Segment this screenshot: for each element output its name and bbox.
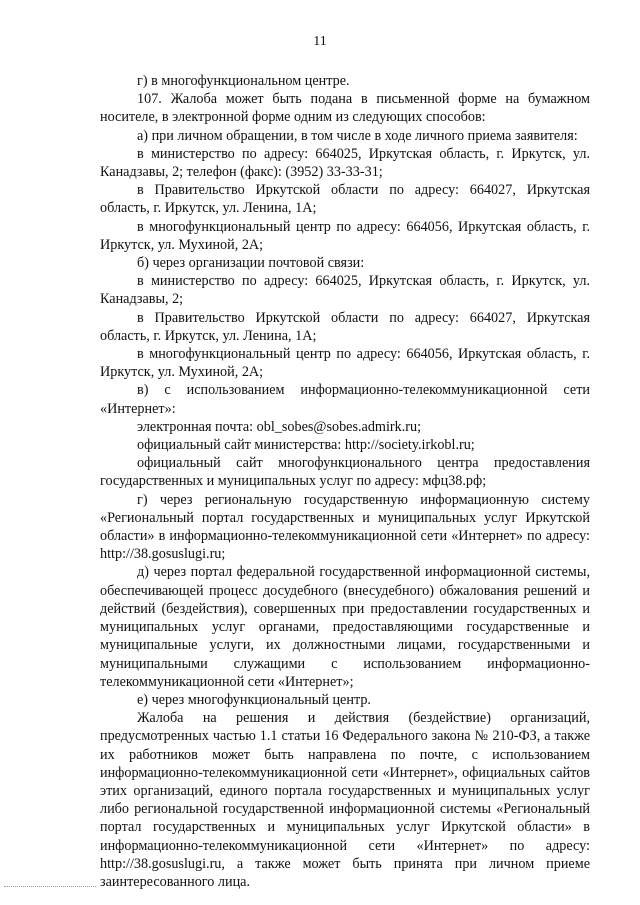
paragraph-mfc-post-address: в многофункциональный центр по адресу: 664056, Иркутская область, г. Иркутск, ул. Мухиной, 2А;: [100, 346, 590, 381]
paragraph-a-personal: а) при личном обращении, в том числе в ходе личного приема заявителя:: [137, 127, 578, 144]
paragraph-d-federal-portal: д) через портал федеральной государственной информационной системы, обеспечивающей процесс досудебного (внесудебного) обжалования решений и действий (бездействия), совершенных при предоставлении государственных и муниципальных услуг органами, предоставляющими государственные и муниципальные услуги, их должностными лицами, государственными и муниципальными служащими с использованием информационно-телекоммуникационной сети «Интернет»;: [100, 564, 590, 690]
document-body: [100, 72, 590, 891]
paragraph-107: 107. Жалоба может быть подана в письменной форме на бумажном носителе, в электронной форме одним из следующих способов:: [100, 91, 590, 126]
paragraph-v-internet: в) с использованием информационно-телекоммуникационной сети «Интернет»:: [100, 382, 590, 417]
page-number: 11: [313, 34, 327, 49]
paragraph-e-mfc: е) через многофункциональный центр.: [137, 691, 371, 708]
paragraph-ministry-address: в министерство по адресу: 664025, Иркутская область, г. Иркутск, ул. Канадзавы, 2; телефон (факс): (3952) 33-33-31;: [100, 145, 590, 181]
paragraph-email: электронная почта: obl_sobes@sobes.admirk.ru;: [137, 418, 422, 435]
paragraph-g-mfc: г) в многофункциональном центре.: [137, 73, 350, 89]
paragraph-mfc-address: в многофункциональный центр по адресу: 664056, Иркутская область, г. Иркутск, ул. Мухиной, 2А;: [100, 218, 590, 253]
paragraph-ministry-site: официальный сайт министерства: http://society.irkobl.ru;: [137, 437, 475, 454]
paragraph-g-regional-portal: г) через региональную государственную информационную систему «Региональный портал государственных и муниципальных услуг Иркутской области» в информационно-телекоммуникационной сети «Интернет» по адресу: http://38.gosuslugi.ru;: [100, 491, 590, 563]
footer-dotted-line: [4, 886, 96, 887]
paragraph-mfc-site: официальный сайт многофункционального центра предоставления государственных и муниципальных услуг по адресу: мфц38.рф;: [100, 455, 590, 490]
paragraph-b-post: б) через организации почтовой связи:: [137, 255, 365, 272]
paragraph-government-post-address: в Правительство Иркутской области по адресу: 664027, Иркутская область, г. Иркутск, ул. Ленина, 1А;: [100, 309, 590, 344]
paragraph-complaint-organizations: Жалоба на решения и действия (бездействие) организаций, предусмотренных частью 1.1 статьи 16 Федерального закона № 210-ФЗ, а также их работников может быть направлена по почте, с использованием информационно-телекоммуникационной сети «Интернет», официальных сайтов этих организаций, единого портала государственных и муниципальных услуг либо региональной государственной информационной системы «Региональный портал государственных и муниципальных услуг Иркутской области» в информационно-телекоммуникационной сети «Интернет» по адресу: http://38.gosuslugi.ru, а также может быть принята при личном приеме заинтересованного лица.: [100, 710, 590, 890]
paragraph-ministry-post-address: в министерство по адресу: 664025, Иркутская область, г. Иркутск, ул. Канадзавы, 2;: [100, 273, 590, 308]
paragraph-government-address: в Правительство Иркутской области по адресу: 664027, Иркутская область, г. Иркутск, ул. Ленина, 1А;: [100, 182, 590, 217]
